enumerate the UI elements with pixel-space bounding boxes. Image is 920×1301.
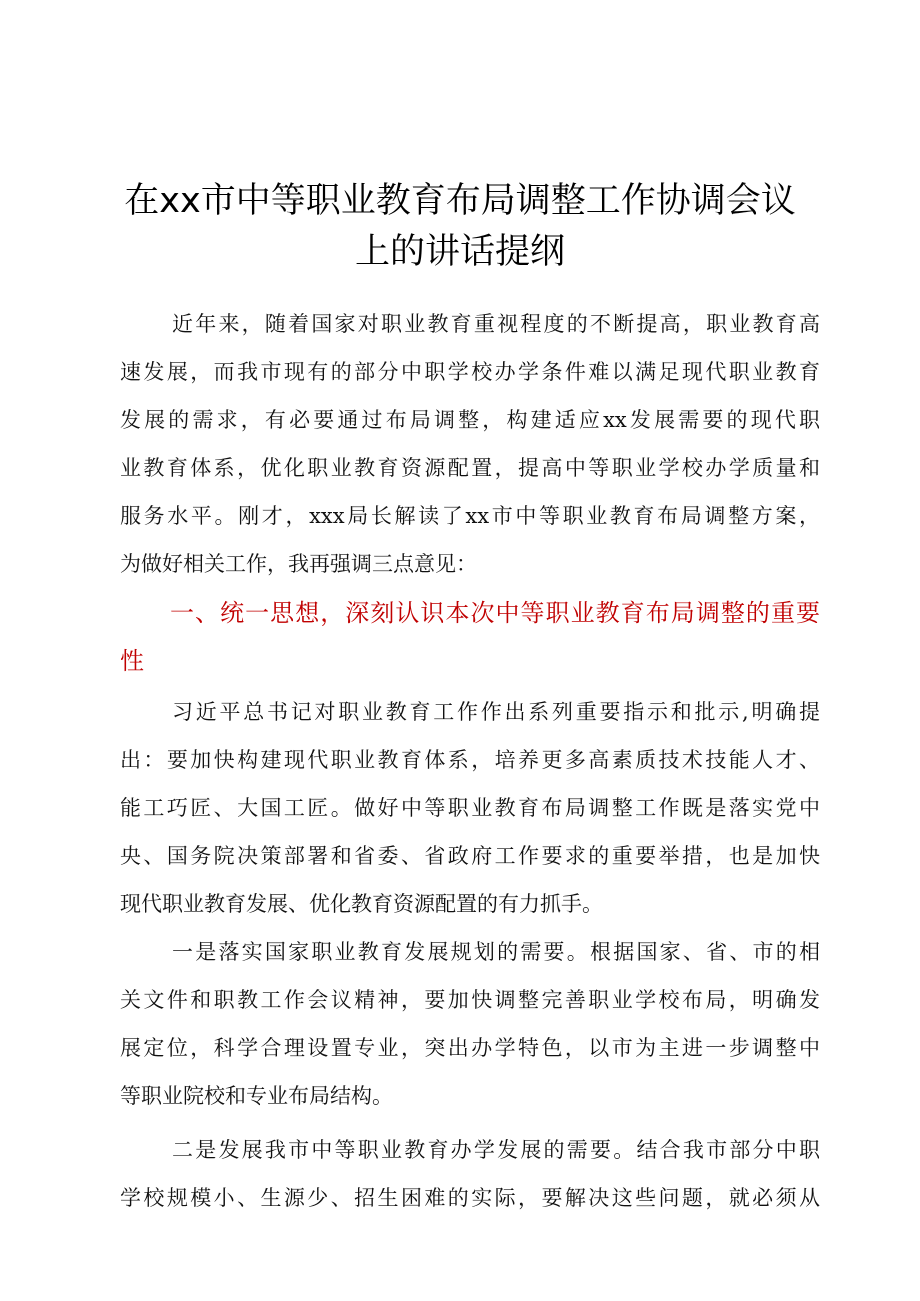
section-1-line: 现代职业教育发展、优化教育资源配置的有力抓手。 <box>120 892 603 916</box>
section-1-line: 能工巧匠、大国工匠。做好中等职业教育布局调整工作既是落实党中 <box>120 796 820 820</box>
section-heading-line-2: 性 <box>120 647 144 675</box>
point-1-line: 一是落实国家职业教育发展规划的需要。根据国家、省、市的相 <box>172 940 820 964</box>
point-2-line: 二是发展我市中等职业教育办学发展的需要。结合我市部分中职 <box>172 1138 820 1162</box>
intro-line: 服务水平。刚才，xxx局长解读了xx市中等职业教育布局调整方案， <box>120 504 820 528</box>
intro-line: 发展的需求，有必要通过布局调整，构建适应xx发展需要的现代职 <box>120 408 820 432</box>
point-1-line: 展定位，科学合理设置专业，突出办学特色，以市为主进一步调整中 <box>120 1036 820 1060</box>
document-title-line-1: 在xx市中等职业教育布局调整工作协调会议 <box>124 181 796 221</box>
intro-line: 业教育体系，优化职业教育资源配置，提高中等职业学校办学质量和 <box>120 456 820 480</box>
section-heading-line-1: 一、统一思想，深刻认识本次中等职业教育布局调整的重要 <box>170 599 820 627</box>
section-1-line: 央、国务院决策部署和省委、省政府工作要求的重要举措，也是加快 <box>120 844 820 868</box>
point-1-line: 等职业院校和专业布局结构。 <box>120 1084 393 1108</box>
point-1-line: 关文件和职教工作会议精神，要加快调整完善职业学校布局，明确发 <box>120 988 820 1012</box>
point-2-line: 学校规模小、生源少、招生困难的实际，要解决这些问题，就必须从 <box>120 1186 820 1210</box>
intro-line: 近年来，随着国家对职业教育重视程度的不断提高，职业教育高 <box>172 312 820 336</box>
document-title-line-2: 上的讲话提纲 <box>354 232 565 272</box>
section-1-line: 习近平总书记对职业教育工作作出系列重要指示和批示,明确提 <box>172 700 820 724</box>
intro-line: 为做好相关工作，我再强调三点意见： <box>120 552 477 576</box>
intro-line: 速发展，而我市现有的部分中职学校办学条件难以满足现代职业教育 <box>120 360 820 384</box>
section-1-line: 出：要加快构建现代职业教育体系，培养更多高素质技术技能人才、 <box>120 748 820 772</box>
